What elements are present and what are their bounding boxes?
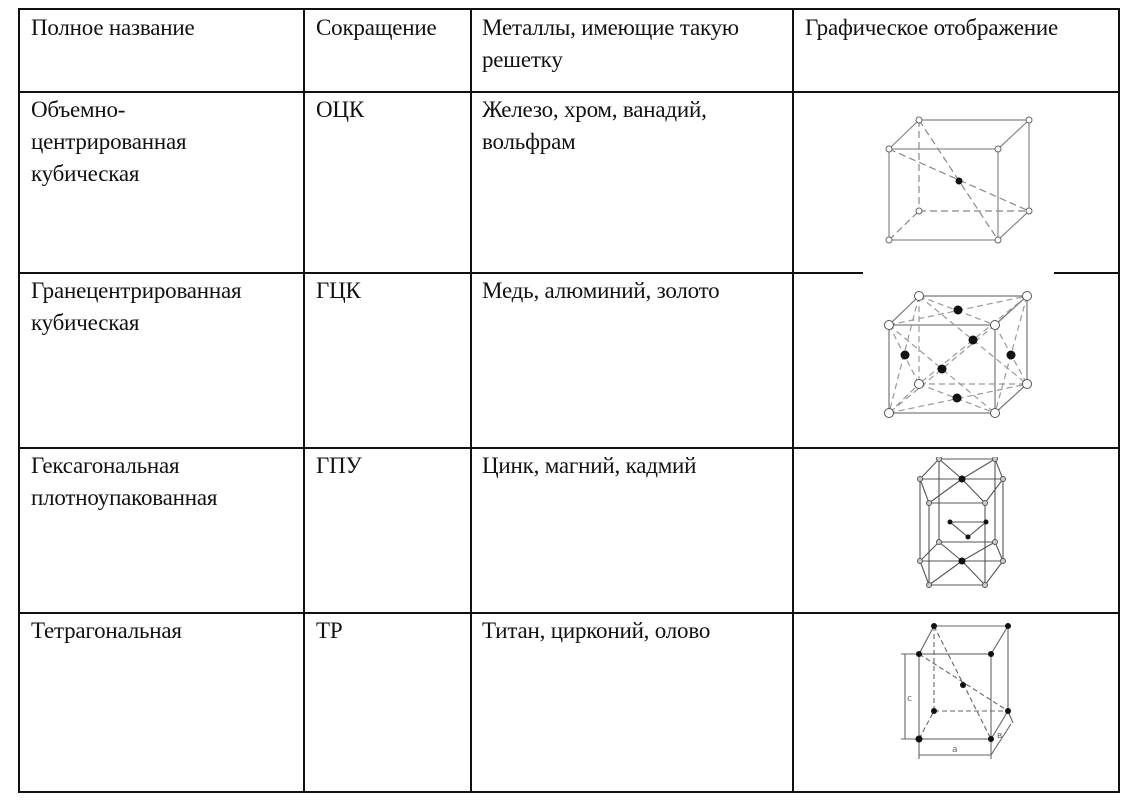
row-hcp-abbr: ГПУ	[316, 453, 362, 478]
row-bcc-name	[31, 94, 186, 190]
column-divider	[792, 10, 794, 791]
row-fcc-abbr: ГЦК	[316, 278, 361, 303]
bcc-lattice-diagram	[875, 106, 1055, 246]
row-hcp-name	[31, 450, 217, 514]
row-divider	[20, 612, 1118, 614]
header-text: решетку	[482, 47, 563, 72]
header-metals	[482, 12, 739, 76]
column-divider	[303, 10, 305, 791]
row-hcp-metals	[482, 450, 696, 482]
header-graphic	[805, 12, 1058, 44]
fcc-lattice-diagram	[875, 285, 1055, 425]
row-bcc-abbr: ОЦК	[316, 97, 364, 122]
name-line: Тетрагональная	[31, 618, 182, 643]
hcp-lattice-diagram	[910, 457, 1020, 597]
metals-line: Медь, алюминий, золото	[482, 278, 720, 303]
metals-line: вольфрам	[482, 129, 576, 154]
row-divider	[20, 447, 1118, 449]
header-text: Сокращение	[316, 15, 437, 40]
header-full-name	[31, 12, 195, 44]
metals-line: Цинк, магний, кадмий	[482, 453, 697, 478]
header-abbreviation	[316, 12, 436, 44]
name-line: Гранецентрированная	[31, 278, 242, 303]
header-text: Полное название	[31, 15, 195, 40]
metals-line: Титан, цирконий, олово	[482, 618, 711, 643]
row-fcc-name	[31, 275, 241, 339]
lattice-table	[18, 8, 1120, 793]
row-tetragonal-name	[31, 615, 182, 647]
metals-line: Железо, хром, ванадий,	[482, 97, 707, 122]
row-tetragonal-metals	[482, 615, 710, 647]
header-text: Графическое отображение	[805, 15, 1058, 40]
dimension-label-b: в	[997, 731, 1003, 741]
dimension-label-a: a	[952, 745, 958, 755]
dimension-label-c: c	[907, 694, 912, 704]
row-tetragonal-abbr: ТР	[316, 618, 343, 643]
name-line: центрированная	[31, 129, 187, 154]
row-bcc-metals	[482, 94, 707, 158]
row-fcc-metals	[482, 275, 719, 307]
tetragonal-lattice-diagram	[900, 622, 1030, 772]
column-divider	[470, 10, 472, 791]
name-line: Объемно-	[31, 97, 126, 122]
name-line: Гексагональная	[31, 453, 180, 478]
divider-gap	[863, 271, 1054, 275]
name-line: кубическая	[31, 310, 140, 335]
row-divider	[20, 91, 1118, 93]
header-text: Металлы, имеющие такую	[482, 15, 739, 40]
name-line: кубическая	[31, 161, 140, 186]
name-line: плотноупакованная	[31, 485, 218, 510]
